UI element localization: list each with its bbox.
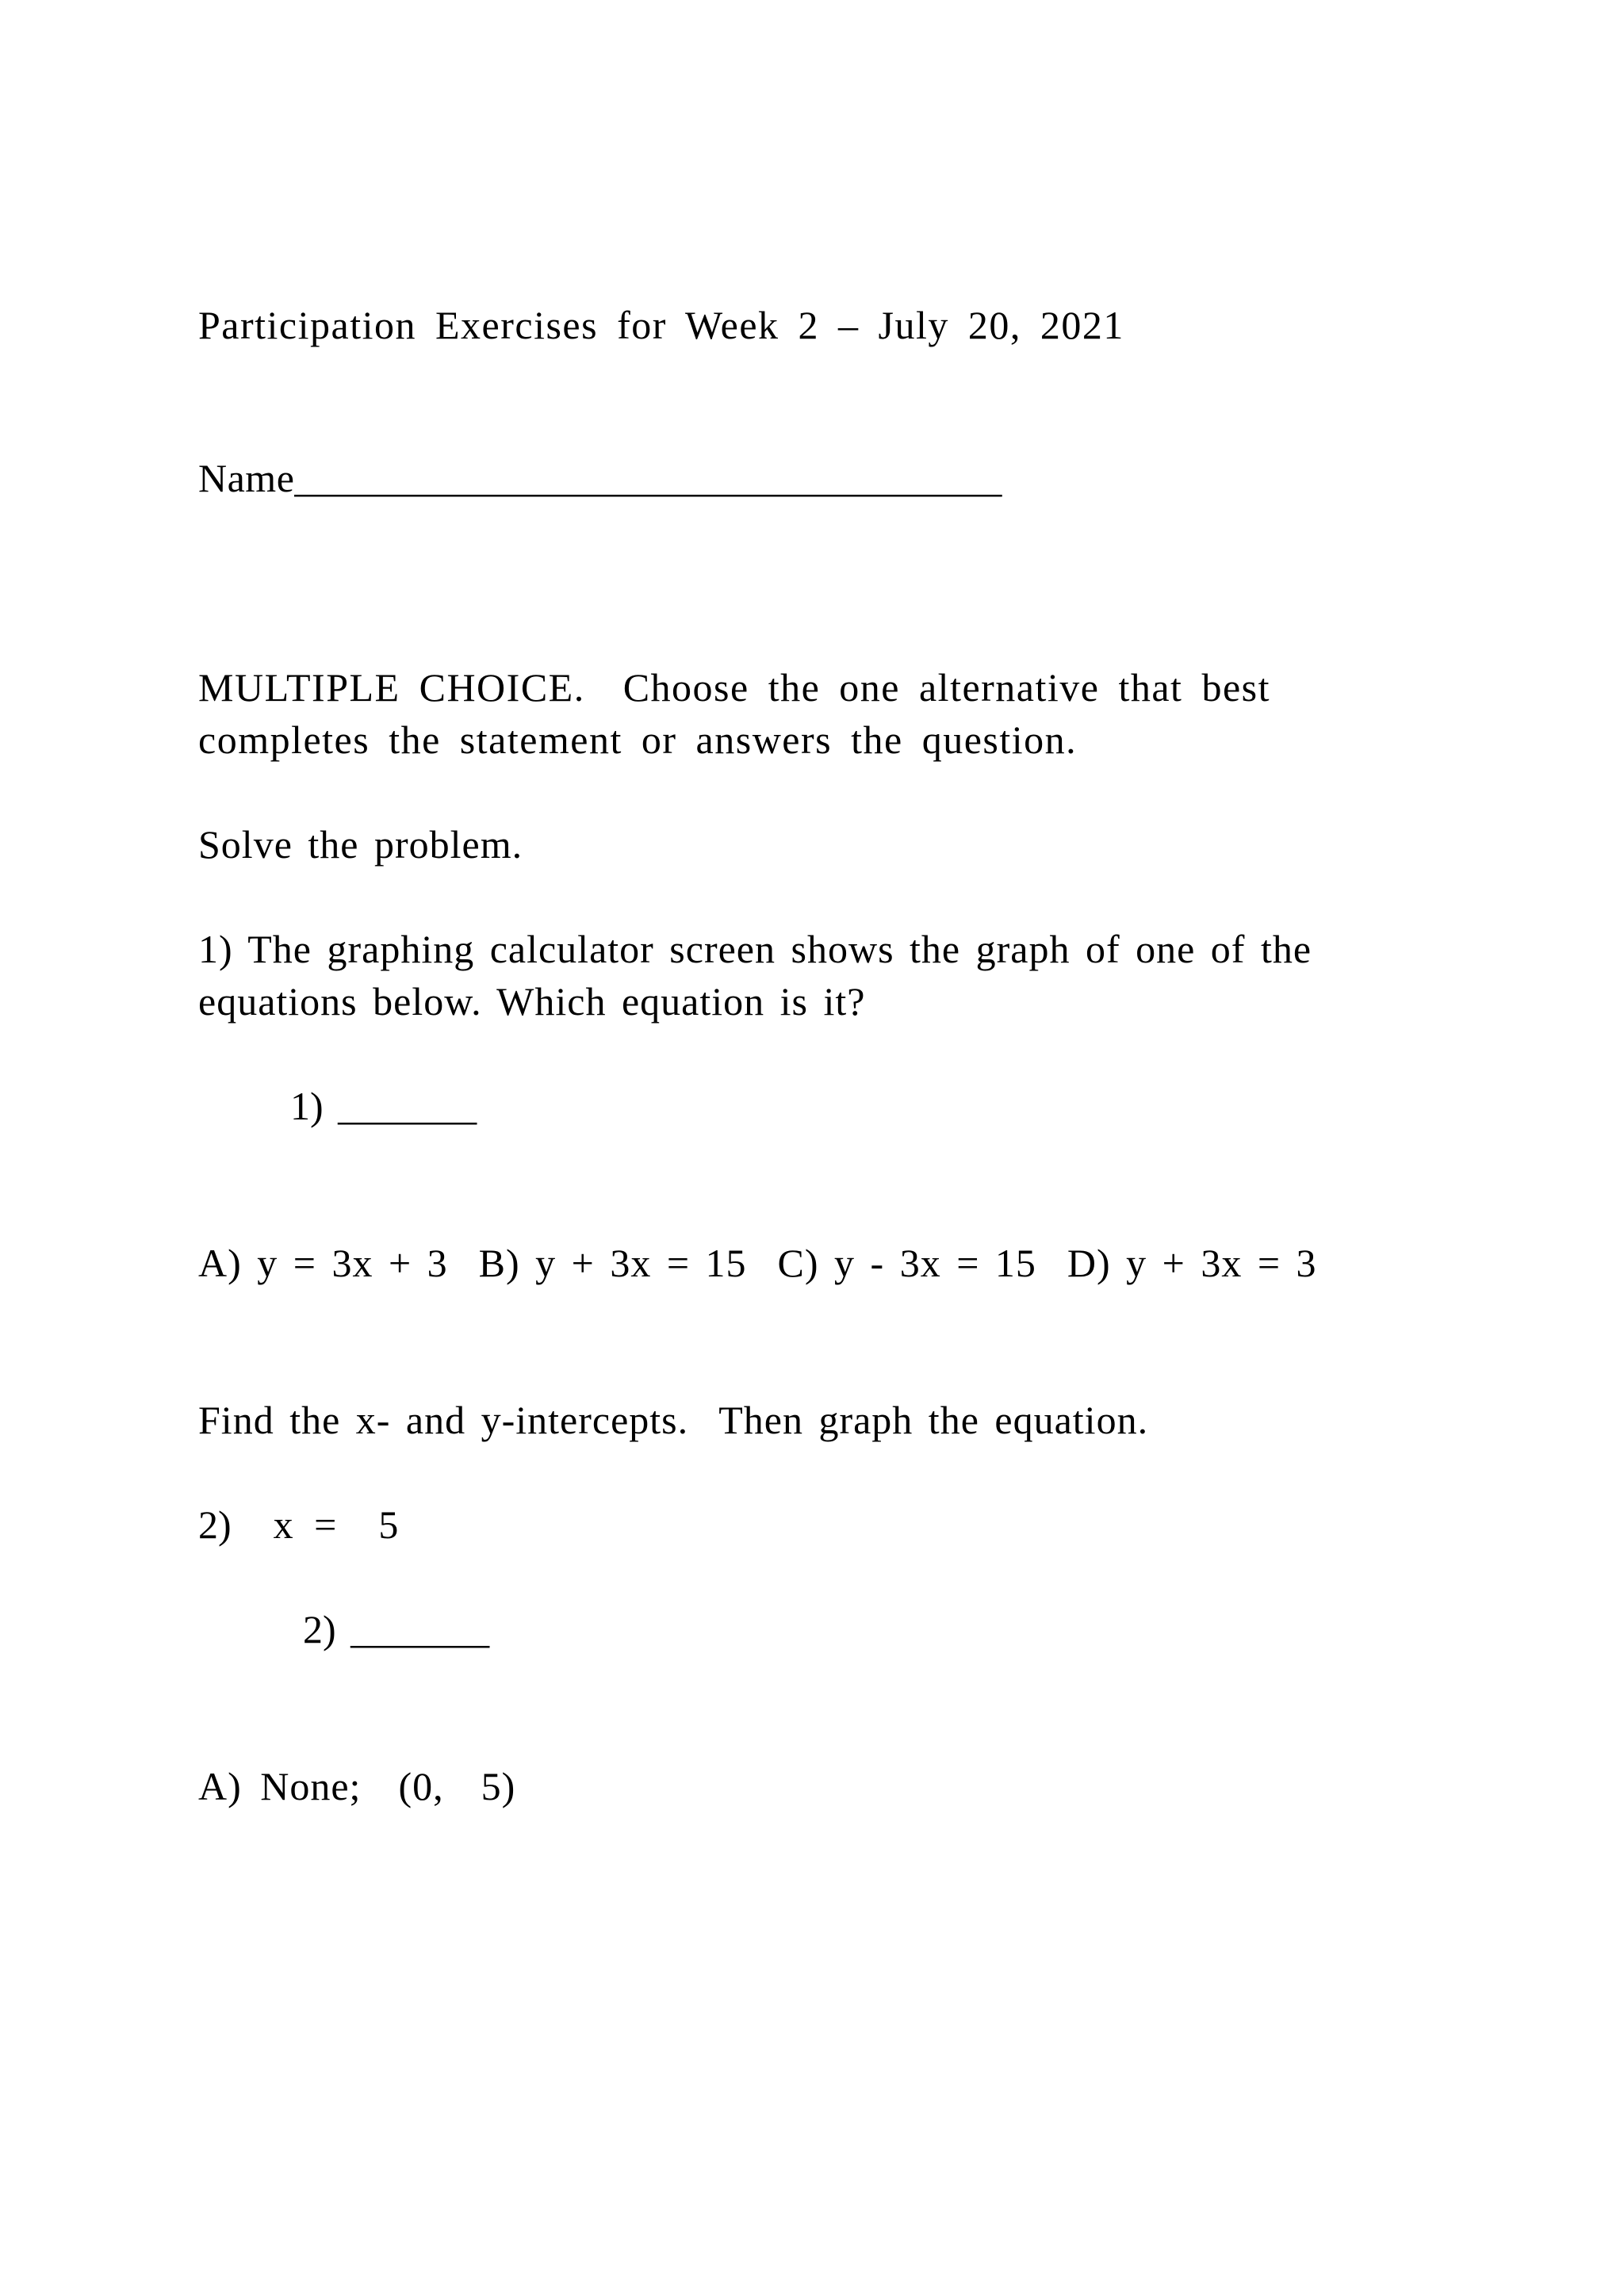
section-1-heading: Solve the problem. — [198, 822, 523, 867]
answer-2-blank: 2) _______ — [303, 1607, 490, 1651]
answer-1-blank: 1) _______ — [290, 1084, 477, 1128]
instructions-line-2: completes the statement or answers the question. — [198, 718, 1078, 762]
instructions-line-1: MULTIPLE CHOICE. Choose the one alternative that best — [198, 665, 1270, 710]
page-title: Participation Exercises for Week 2 – July 20, 2021 — [198, 303, 1124, 347]
question-1-line-2: equations below. Which equation is it? — [198, 979, 866, 1024]
question-2: 2) x = 5 — [198, 1502, 399, 1547]
name-field-line: Name___________________________________ — [198, 456, 1002, 500]
question-1-choices: A) y = 3x + 3 B) y + 3x = 15 C) y - 3x = 15 D) y + 3x = 3 — [198, 1241, 1317, 1285]
question-1-line-1: 1) The graphing calculator screen shows the graph of one of the — [198, 927, 1312, 971]
question-2-choice-a: A) None; (0, 5) — [198, 1764, 516, 1808]
section-2-heading: Find the x- and y-intercepts. Then graph the equation. — [198, 1398, 1149, 1442]
